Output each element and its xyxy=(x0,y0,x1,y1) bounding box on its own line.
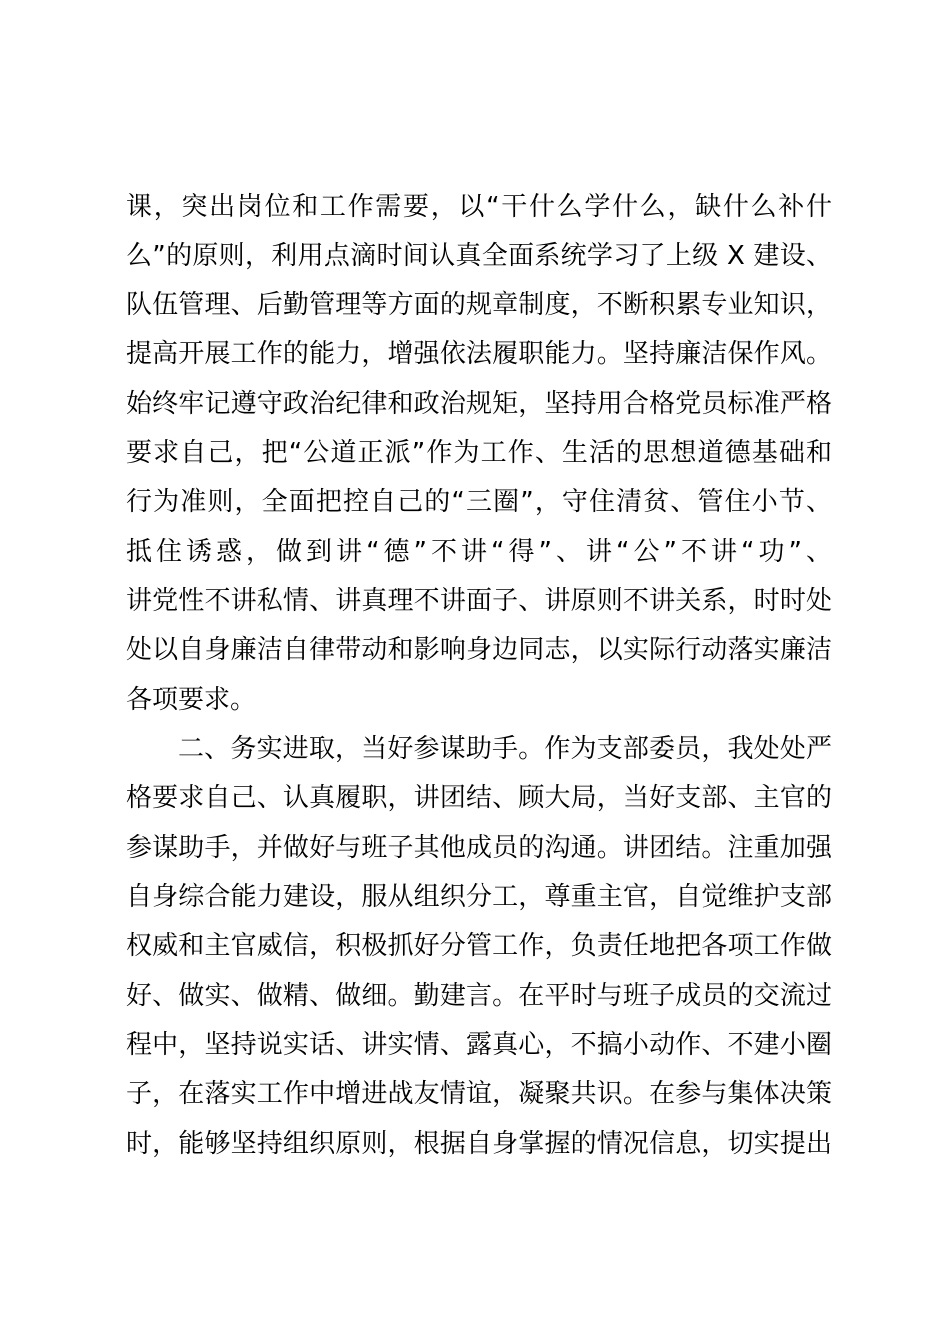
paragraph-1-line-10: 处以自身廉洁自律带动和影响身边同志，以实际行动落实廉洁 xyxy=(126,635,832,665)
paragraph-2-line-3: 参谋助手，并做好与班子其他成员的沟通。讲团结。注重加强 xyxy=(126,833,832,863)
paragraph-2-line-8: 子，在落实工作中增进战友情谊，凝聚共识。在参与集体决策 xyxy=(126,1079,832,1109)
paragraph-2-line-5: 权威和主官威信，积极抓好分管工作，负责任地把各项工作做 xyxy=(126,931,832,961)
paragraph-1-line-4: 提高开展工作的能力，增强依法履职能力。坚持廉洁保作风。 xyxy=(126,339,832,369)
paragraph-2-line-2: 格要求自己、认真履职，讲团结、顾大局，当好支部、主官的 xyxy=(126,783,832,813)
paragraph-1-line-9: 讲党性不讲私情、讲真理不讲面子、讲原则不讲关系，时时处 xyxy=(126,586,832,616)
paragraph-1-line-11: 各项要求。 xyxy=(126,685,257,715)
paragraph-1-line-3: 队伍管理、后勤管理等方面的规章制度，不断积累专业知识， xyxy=(126,290,832,320)
paragraph-2-line-4: 自身综合能力建设，服从组织分工，尊重主官，自觉维护支部 xyxy=(126,882,832,912)
paragraph-2-line-7: 程中，坚持说实话、讲实情、露真心，不搞小动作、不建小圈 xyxy=(126,1030,832,1060)
paragraph-1-line-8: 抵住诱惑，做到讲“德”不讲“得”、讲“公”不讲“功”、 xyxy=(126,537,832,567)
paragraph-2-line-9: 时，能够坚持组织原则，根据自身掌握的情况信息，切实提出 xyxy=(126,1129,832,1159)
paragraph-1-line-2: 么”的原则，利用点滴时间认真全面系统学习了上级 X 建设、 xyxy=(126,241,832,271)
paragraph-1-line-6: 要求自己，把“公道正派”作为工作、生活的思想道德基础和 xyxy=(126,438,832,468)
paragraph-1-line-5: 始终牢记遵守政治纪律和政治规矩，坚持用合格党员标准严格 xyxy=(126,389,832,419)
paragraph-2-line-6: 好、做实、做精、做细。勤建言。在平时与班子成员的交流过 xyxy=(126,981,832,1011)
paragraph-1-line-7: 行为准则，全面把控自己的“三圈”，守住清贫、管住小节、 xyxy=(126,487,832,517)
paragraph-1-line-1: 课，突出岗位和工作需要，以“干什么学什么，缺什么补什 xyxy=(126,192,832,222)
paragraph-2-line-1: 二、务实进取，当好参谋助手。作为支部委员，我处处严 xyxy=(178,734,832,764)
